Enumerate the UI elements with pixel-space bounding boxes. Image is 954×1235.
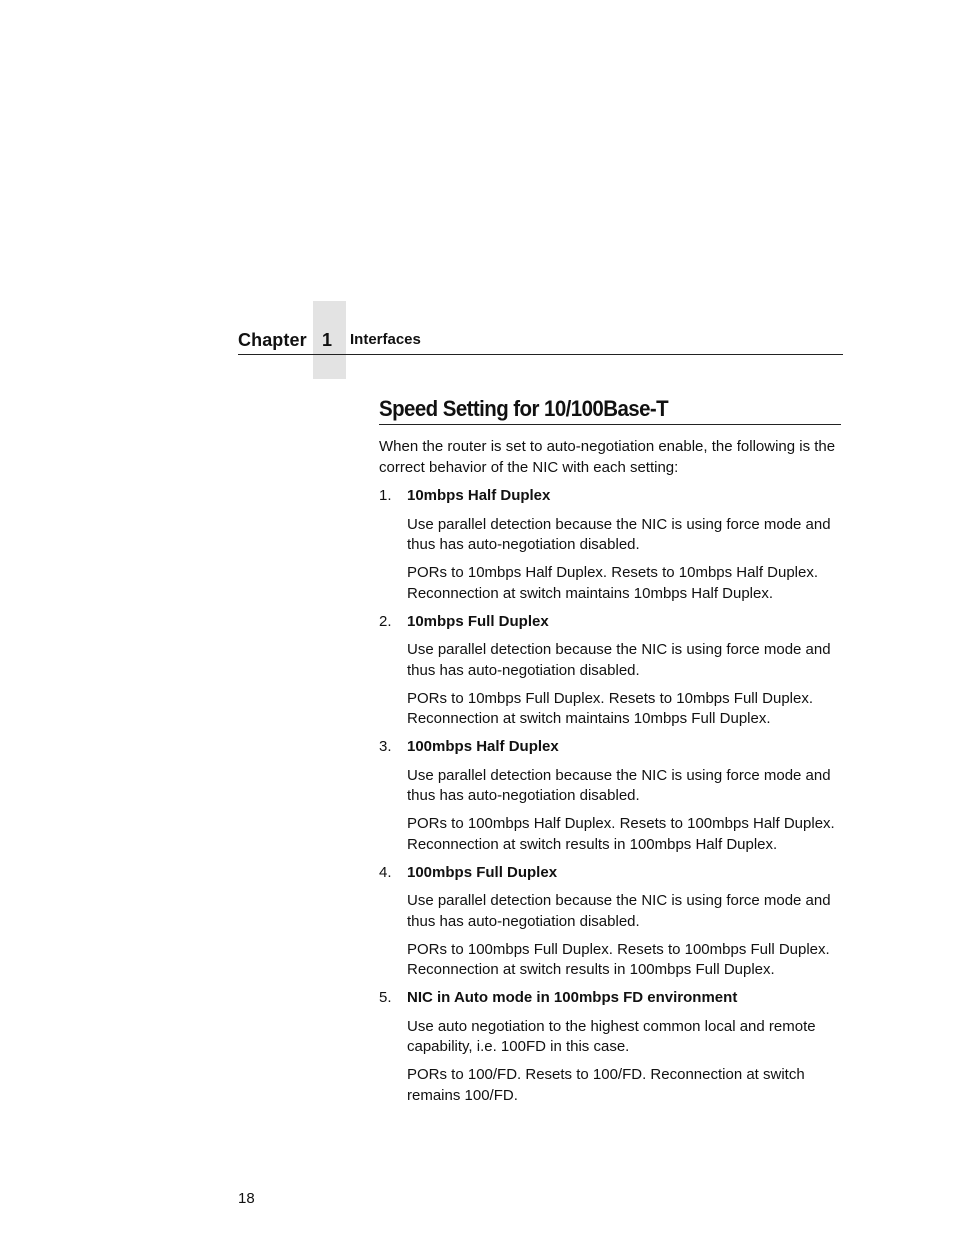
list-item-paragraph: Use auto negotiation to the highest common local and remote capability, i.e. 100FD in this case. — [407, 1017, 816, 1055]
list-item-number: 5. — [379, 989, 392, 1006]
chapter-label: Chapter — [238, 330, 307, 350]
chapter-number: 1 — [321, 330, 332, 350]
list-item-heading: 10mbps Half Duplex — [407, 487, 551, 504]
list-item-number: 1. — [379, 487, 392, 504]
intro-paragraph: When the router is set to auto-negotiation enable, the following is the correct behavior of the NIC with each setting: — [379, 438, 836, 476]
list-item — [379, 988, 841, 1106]
list-item-paragraph: PORs to 100mbps Full Duplex. Resets to 100mbps Full Duplex. Reconnection at switch results in 100mbps Full Duplex. — [407, 940, 830, 978]
list-item-paragraph: PORs to 10mbps Half Duplex. Resets to 10mbps Half Duplex. Reconnection at switch maintains 10mbps Half Duplex. — [407, 564, 819, 602]
chapter-title: Interfaces — [350, 331, 421, 348]
header-rule — [238, 354, 843, 355]
page-number: 18 — [238, 1190, 255, 1207]
list-item-paragraph: Use parallel detection because the NIC is using force mode and thus has auto-negotiation disabled. — [407, 641, 831, 679]
list-item-number: 2. — [379, 612, 392, 630]
list-item — [379, 612, 841, 730]
list-item-heading: 100mbps Full Duplex — [407, 863, 558, 881]
list-item-paragraph: Use parallel detection because the NIC is using force mode and thus has auto-negotiation disabled. — [407, 892, 831, 930]
list-item — [379, 486, 841, 604]
chapter-tab — [313, 301, 346, 379]
list-item-heading: 100mbps Half Duplex — [407, 738, 559, 755]
list-item-paragraph: PORs to 100/FD. Resets to 100/FD. Reconnection at switch remains 100/FD. — [407, 1066, 805, 1104]
list-item-paragraph: PORs to 10mbps Full Duplex. Resets to 10mbps Full Duplex. Reconnection at switch maintains 10mbps Full Duplex. — [407, 689, 814, 727]
list-item-number: 4. — [379, 863, 392, 881]
list-item-number: 3. — [379, 738, 392, 755]
section-rule — [379, 424, 841, 425]
list-item-paragraph: Use parallel detection because the NIC is using force mode and thus has auto-negotiation disabled. — [407, 515, 831, 553]
list-item-paragraph: PORs to 100mbps Half Duplex. Resets to 100mbps Half Duplex. Reconnection at switch results in 100mbps Half Duplex. — [407, 815, 835, 853]
list-item-heading: 10mbps Full Duplex — [407, 612, 549, 630]
list-item-heading: NIC in Auto mode in 100mbps FD environment — [407, 989, 738, 1006]
list-item — [379, 737, 841, 855]
list-item — [379, 863, 841, 981]
section-content — [379, 437, 841, 1114]
section-title: Speed Setting for 10/100Base-T — [379, 396, 669, 421]
list-item-paragraph: Use parallel detection because the NIC is using force mode and thus has auto-negotiation disabled. — [407, 766, 831, 804]
